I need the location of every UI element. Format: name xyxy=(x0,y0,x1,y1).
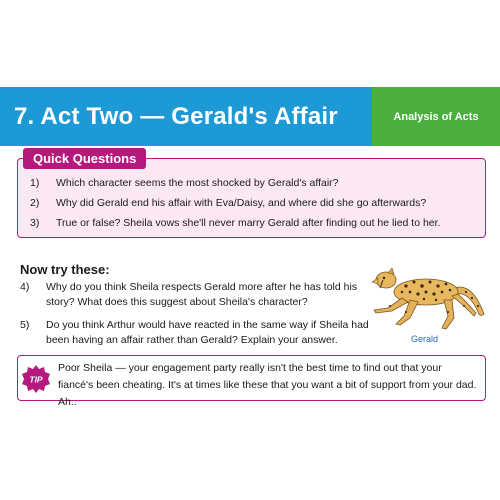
question-number: 5) xyxy=(20,319,30,331)
header-tag-bar xyxy=(372,87,500,146)
question-number: 2) xyxy=(30,197,40,209)
question-number: 1) xyxy=(30,177,40,189)
page-title: 7. Act Two — Gerald's Affair xyxy=(14,102,338,130)
question-number: 3) xyxy=(30,217,40,229)
question-number: 4) xyxy=(20,281,30,293)
quick-questions-panel xyxy=(17,158,486,238)
illustration-caption: Gerald xyxy=(411,334,439,344)
cheetah-icon xyxy=(366,262,488,334)
quick-questions-box xyxy=(17,148,486,238)
question-item xyxy=(30,193,477,213)
quick-questions-label: Quick Questions xyxy=(23,148,146,169)
question-text: Do you think Arthur would have reacted in the same way if Sheila had been having an affair rather than Gerald? Explain your answer. xyxy=(46,319,369,346)
header-title-bar xyxy=(0,87,372,146)
question-item xyxy=(30,213,477,233)
question-item xyxy=(20,280,380,310)
question-text: Which character seems the most shocked by Gerald's affair? xyxy=(56,177,339,189)
section-tag: Analysis of Acts xyxy=(393,110,479,123)
question-text: Why did Gerald end his affair with Eva/Daisy, and where did she go afterwards? xyxy=(56,197,427,209)
question-text: Why do you think Sheila respects Gerald more after he has told his story? What does this suggest about Sheila's character? xyxy=(46,281,358,308)
tip-text: Poor Sheila — your engagement party really isn't the best time to find out that your fiancé's been cheating. It's at times like these that you want a bit of support from your dad. Ah.. xyxy=(58,362,477,408)
tip-badge-label: TIP xyxy=(29,374,43,385)
now-try-list xyxy=(20,280,380,356)
tip-badge-icon xyxy=(21,364,51,394)
question-text: True or false? Sheila vows she'll never marry Gerald after finding out he lied to her. xyxy=(56,217,441,229)
section-header xyxy=(0,87,500,146)
question-item xyxy=(30,173,477,193)
now-try-heading: Now try these: xyxy=(20,262,110,277)
question-item xyxy=(20,318,380,348)
tip-box xyxy=(17,355,486,408)
